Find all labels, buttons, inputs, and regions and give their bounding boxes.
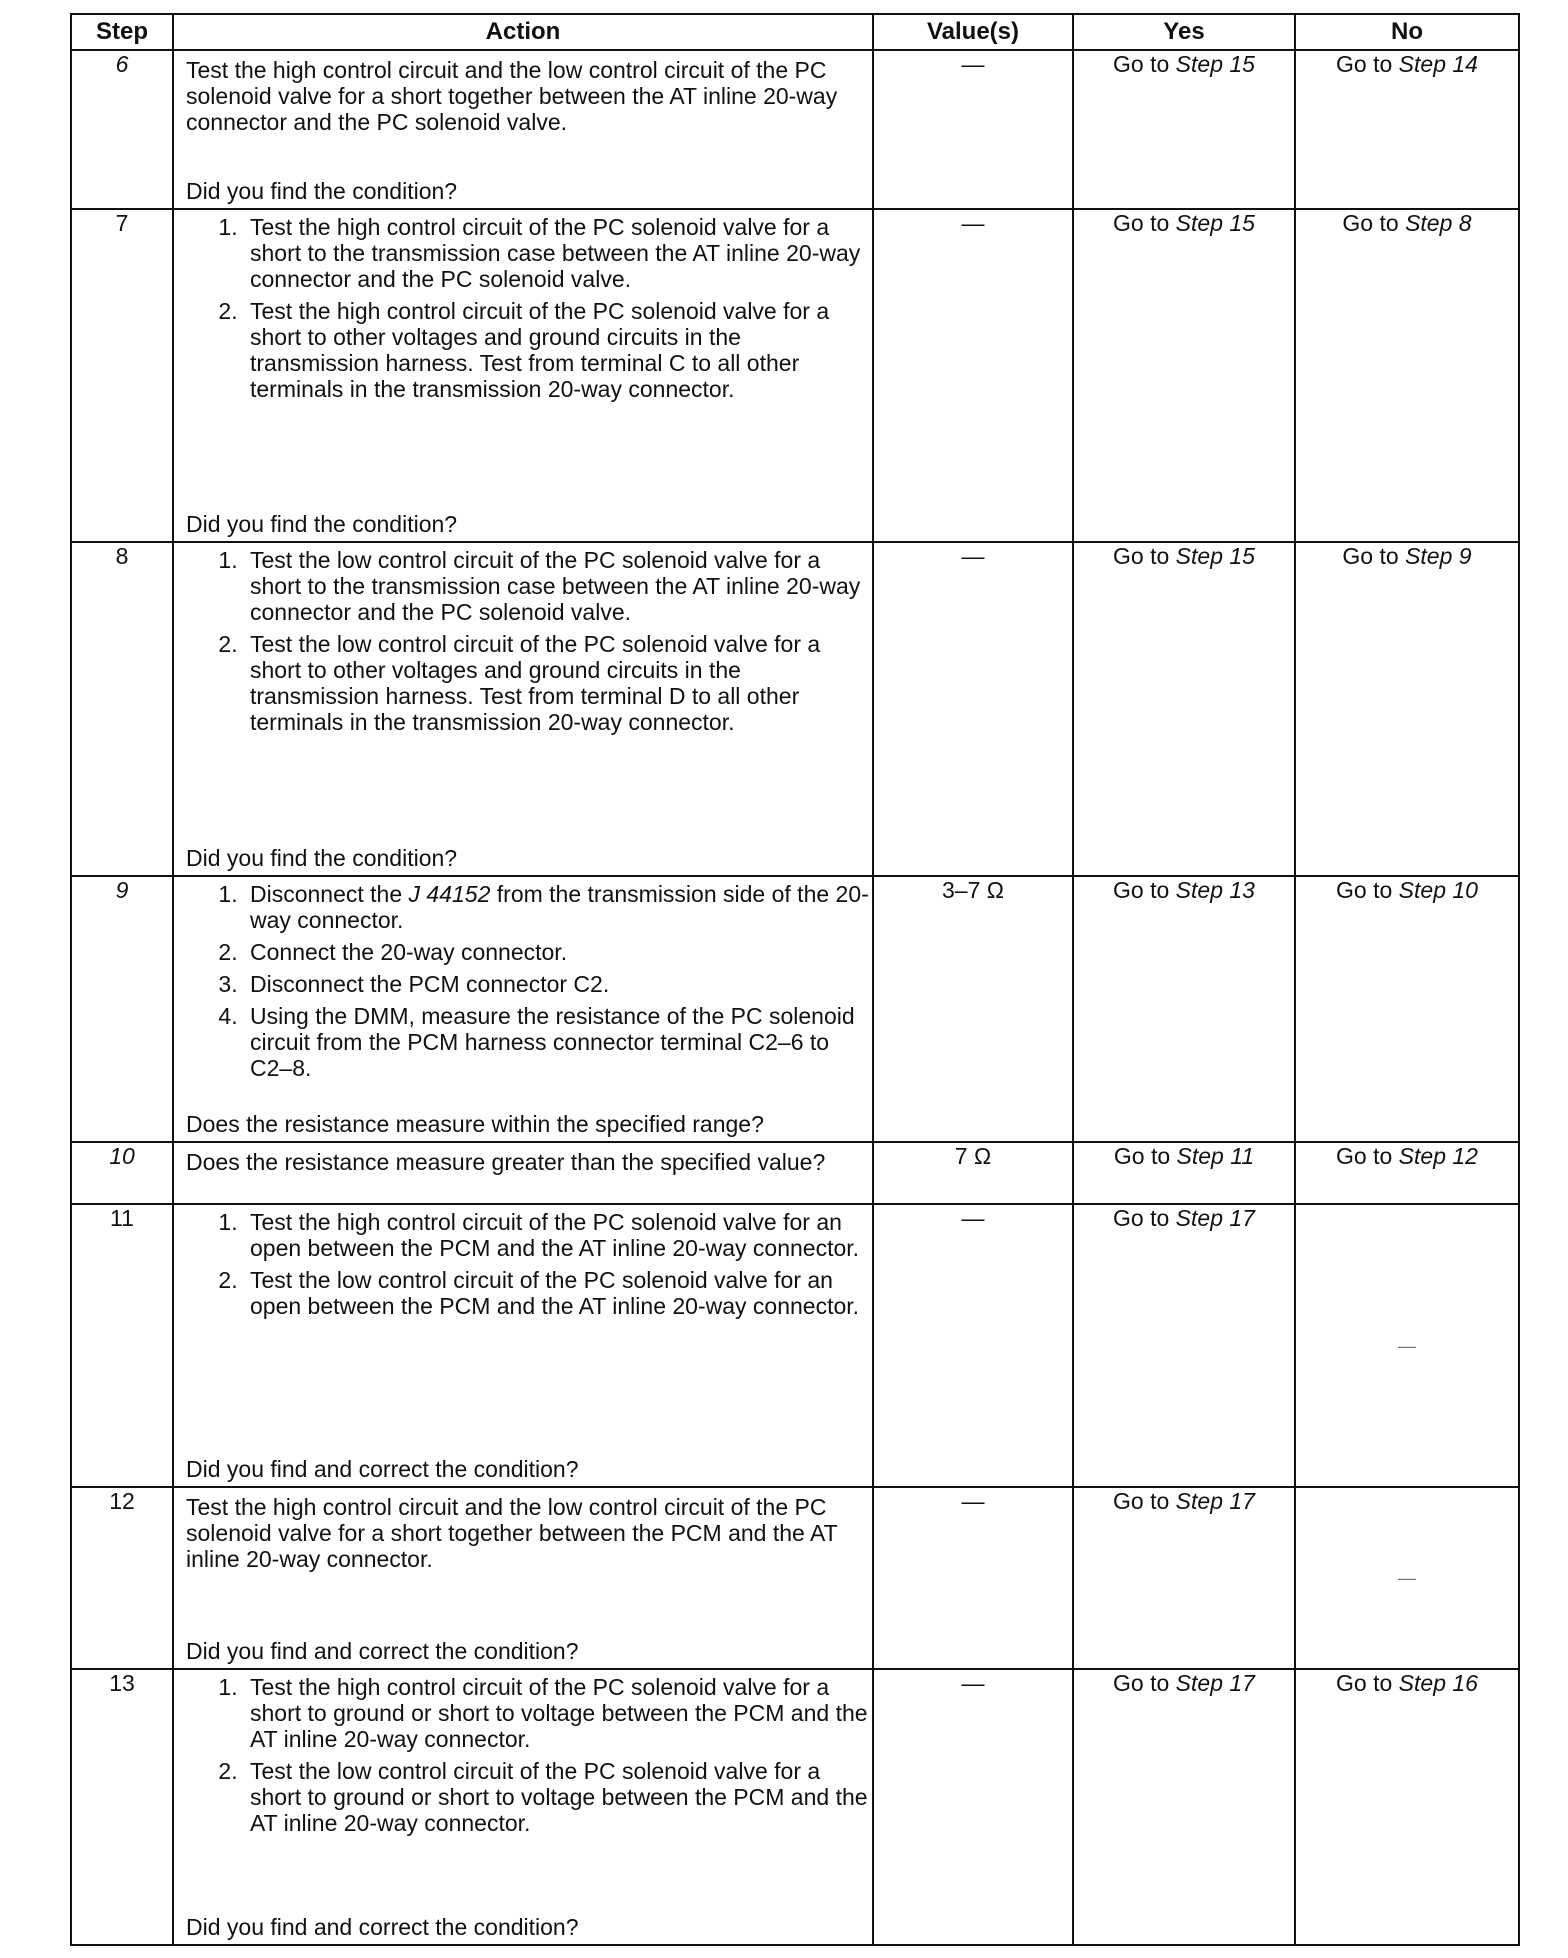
list-item: 2. Test the high control circuit of the PC solenoid valve for a short to other voltages and ground circuits in the transmission harness. Test from terminal C to all other terminals in the transmission 20-way connector.	[244, 298, 872, 402]
header-yes: Yes	[1073, 14, 1295, 50]
goto-step-link: Step 15	[1175, 51, 1255, 77]
no-cell	[1295, 542, 1519, 876]
goto-prefix: Go to	[1113, 210, 1176, 236]
step-number: 9	[71, 876, 173, 1142]
yes-cell	[1073, 542, 1295, 876]
no-cell	[1295, 50, 1519, 209]
table-row-step-8	[71, 542, 1519, 876]
list-item: 4. Using the DMM, measure the resistance of the PC solenoid circuit from the PCM harness connector terminal C2–6 to C2–8.	[244, 1003, 872, 1081]
question-text: Did you find and correct the condition?	[186, 1456, 579, 1482]
no-cell: —	[1295, 1204, 1519, 1487]
action-list	[174, 881, 872, 1081]
header-row	[71, 14, 1519, 50]
list-item: 1. Test the high control circuit of the PC solenoid valve for an open between the PCM and the AT inline 20-way connector.	[244, 1209, 872, 1261]
value-cell: —	[873, 1204, 1073, 1487]
yes-cell	[1073, 1204, 1295, 1487]
goto-prefix: Go to	[1113, 877, 1176, 903]
goto-step-link: Step 17	[1175, 1205, 1255, 1231]
goto-step-link: Step 15	[1175, 210, 1255, 236]
action-cell	[173, 542, 873, 876]
goto-step-link: Step 12	[1398, 1143, 1478, 1169]
goto-prefix: Go to	[1113, 1143, 1177, 1169]
header-values: Value(s)	[873, 14, 1073, 50]
goto-step-link: Step 10	[1398, 877, 1478, 903]
value-cell: —	[873, 50, 1073, 209]
list-item: 2. Test the low control circuit of the PC solenoid valve for a short to other voltages and ground circuits in the transmission harness. Test from terminal D to all other terminals in the transmission 20-way connector.	[244, 631, 872, 735]
goto-prefix: Go to	[1336, 877, 1399, 903]
action-list	[174, 1209, 872, 1319]
goto-prefix: Go to	[1113, 1670, 1176, 1696]
value-cell: —	[873, 1669, 1073, 1945]
question-text: Did you find and correct the condition?	[186, 1914, 579, 1940]
goto-prefix: Go to	[1113, 51, 1176, 77]
goto-prefix: Go to	[1336, 1143, 1399, 1169]
value-cell: 7 Ω	[873, 1142, 1073, 1204]
goto-step-link: Step 13	[1175, 877, 1255, 903]
step-number: 6	[71, 50, 173, 209]
table-row-step-6	[71, 50, 1519, 209]
goto-step-link: Step 17	[1175, 1488, 1255, 1514]
step-number: 12	[71, 1487, 173, 1669]
no-cell: —	[1295, 1487, 1519, 1669]
action-cell	[173, 50, 873, 209]
table-row-step-10	[71, 1142, 1519, 1204]
action-cell	[173, 209, 873, 542]
question-text: Did you find and correct the condition?	[186, 1638, 579, 1664]
header-step: Step	[71, 14, 173, 50]
question-text: Did you find the condition?	[186, 845, 458, 871]
list-item: 1. Disconnect the J 44152 from the transmission side of the 20-way connector.	[244, 881, 872, 933]
header-action: Action	[173, 14, 873, 50]
tool-number: J 44152	[408, 881, 491, 907]
list-item: 1. Test the low control circuit of the PC solenoid valve for a short to the transmission case between the AT inline 20-way connector and the PC solenoid valve.	[244, 547, 872, 625]
table-row-step-9	[71, 876, 1519, 1142]
diagnostic-table	[70, 13, 1520, 1946]
goto-prefix: Go to	[1336, 51, 1399, 77]
no-cell	[1295, 876, 1519, 1142]
list-item: 2. Test the low control circuit of the PC solenoid valve for an open between the PCM and the AT inline 20-way connector.	[244, 1267, 872, 1319]
goto-step-link: Step 15	[1175, 543, 1255, 569]
list-item: 3. Disconnect the PCM connector C2.	[244, 971, 872, 997]
value-cell: —	[873, 1487, 1073, 1669]
yes-cell	[1073, 1142, 1295, 1204]
action-cell	[173, 1487, 873, 1669]
no-cell	[1295, 1142, 1519, 1204]
question-text: Did you find the condition?	[186, 178, 458, 204]
question-text: Did you find the condition?	[186, 511, 458, 537]
step-number: 13	[71, 1669, 173, 1945]
no-cell	[1295, 1669, 1519, 1945]
goto-step-link: Step 16	[1398, 1670, 1478, 1696]
action-cell	[173, 1204, 873, 1487]
yes-cell	[1073, 1487, 1295, 1669]
goto-prefix: Go to	[1342, 543, 1406, 569]
goto-prefix: Go to	[1113, 543, 1176, 569]
action-cell	[173, 876, 873, 1142]
value-cell: —	[873, 209, 1073, 542]
value-cell: 3–7 Ω	[873, 876, 1073, 1142]
goto-step-link: Step 11	[1176, 1143, 1255, 1169]
goto-step-link: Step 9	[1405, 543, 1472, 569]
list-item: 1. Test the high control circuit of the PC solenoid valve for a short to the transmission case between the AT inline 20-way connector and the PC solenoid valve.	[244, 214, 872, 292]
no-cell	[1295, 209, 1519, 542]
table-row-step-11	[71, 1204, 1519, 1487]
action-cell	[173, 1669, 873, 1945]
question-text: Does the resistance measure within the specified range?	[186, 1111, 764, 1137]
goto-prefix: Go to	[1113, 1488, 1176, 1514]
value-cell: —	[873, 542, 1073, 876]
step-number: 11	[71, 1204, 173, 1487]
table-row-step-12	[71, 1487, 1519, 1669]
list-item: 2. Connect the 20-way connector.	[244, 939, 872, 965]
yes-cell	[1073, 209, 1295, 542]
action-text: Test the high control circuit and the low control circuit of the PC solenoid valve for a short together between the AT inline 20-way connector and the PC solenoid valve.	[186, 57, 838, 135]
goto-step-link: Step 17	[1175, 1670, 1255, 1696]
goto-prefix: Go to	[1336, 1670, 1399, 1696]
step-number: 7	[71, 209, 173, 542]
step-number: 10	[71, 1142, 173, 1204]
action-list	[174, 214, 872, 402]
step-number: 8	[71, 542, 173, 876]
goto-step-link: Step 14	[1398, 51, 1478, 77]
yes-cell	[1073, 50, 1295, 209]
action-list	[174, 547, 872, 735]
action-text: Test the high control circuit and the low control circuit of the PC solenoid valve for a short together between the PCM and the AT inline 20-way connector.	[186, 1494, 838, 1572]
action-list	[174, 1674, 872, 1836]
yes-cell	[1073, 1669, 1295, 1945]
goto-prefix: Go to	[1113, 1205, 1176, 1231]
header-no: No	[1295, 14, 1519, 50]
table-row-step-7	[71, 209, 1519, 542]
list-item: 2. Test the low control circuit of the PC solenoid valve for a short to ground or short to voltage between the PCM and the AT inline 20-way connector.	[244, 1758, 872, 1836]
action-text: Does the resistance measure greater than the specified value?	[186, 1149, 826, 1175]
action-cell	[173, 1142, 873, 1204]
goto-step-link: Step 8	[1405, 210, 1472, 236]
list-item: 1. Test the high control circuit of the PC solenoid valve for a short to ground or short to voltage between the PCM and the AT inline 20-way connector.	[244, 1674, 872, 1752]
goto-prefix: Go to	[1342, 210, 1406, 236]
yes-cell	[1073, 876, 1295, 1142]
table-row-step-13	[71, 1669, 1519, 1945]
